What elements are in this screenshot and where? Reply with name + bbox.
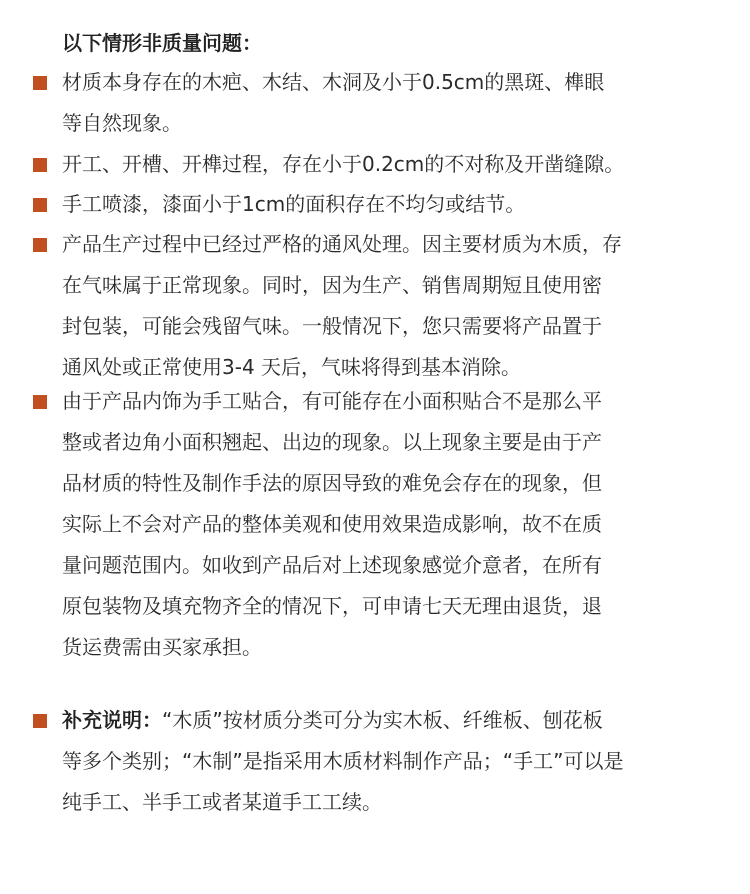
notice-item-line: 品材质的特性及制作手法的原因导致的难免会存在的现象，但: [62, 471, 602, 495]
square-bullet-icon: [33, 76, 47, 90]
square-bullet-icon: [33, 714, 47, 728]
notice-item-line: 封包装，可能会残留气味。一般情况下，您只需要将产品置于: [62, 314, 602, 338]
supplement-line: 等多个类别；“木制”是指采用木质材料制作产品；“手工”可以是: [62, 749, 624, 773]
supplement-label: 补充说明：: [62, 708, 162, 732]
notice-item-line: 由于产品内饰为手工贴合，有可能存在小面积贴合不是那么平: [62, 389, 602, 413]
notice-item-line: 产品生产过程中已经过严格的通风处理。因主要材质为木质，存: [62, 232, 622, 256]
notice-item-line: 材质本身存在的木疤、木结、木洞及小于0.5cm的黑斑、榫眼: [62, 70, 605, 94]
notice-item-line: 开工、开槽、开榫过程，存在小于0.2cm的不对称及开凿缝隙。: [62, 152, 625, 176]
square-bullet-icon: [33, 238, 47, 252]
notice-item-line: 在气味属于正常现象。同时，因为生产、销售周期短且使用密: [62, 273, 602, 297]
notice-item-line: 等自然现象。: [62, 111, 182, 135]
square-bullet-icon: [33, 198, 47, 212]
notice-item-line: 货运费需由买家承担。: [62, 635, 262, 659]
notice-item-line: 整或者边角小面积翘起、出边的现象。以上现象主要是由于产: [62, 430, 602, 454]
notice-heading: 以下情形非质量问题：: [62, 31, 262, 55]
supplement-first-line: [62, 700, 603, 740]
notice-item-line: 手工喷漆，漆面小于1cm的面积存在不均匀或结节。: [62, 192, 526, 216]
square-bullet-icon: [33, 158, 47, 172]
notice-item-line: 原包装物及填充物齐全的情况下，可申请七天无理由退货，退: [62, 594, 602, 618]
notice-item-line: 通风处或正常使用3-4 天后，气味将得到基本消除。: [62, 355, 522, 379]
square-bullet-icon: [33, 395, 47, 409]
supplement-first-line-text: “木质”按材质分类可分为实木板、纤维板、刨花板: [162, 708, 603, 732]
notice-item-line: 实际上不会对产品的整体美观和使用效果造成影响，故不在质: [62, 512, 602, 536]
notice-item-line: 量问题范围内。如收到产品后对上述现象感觉介意者，在所有: [62, 553, 602, 577]
supplement-line: 纯手工、半手工或者某道手工工续。: [62, 790, 382, 814]
